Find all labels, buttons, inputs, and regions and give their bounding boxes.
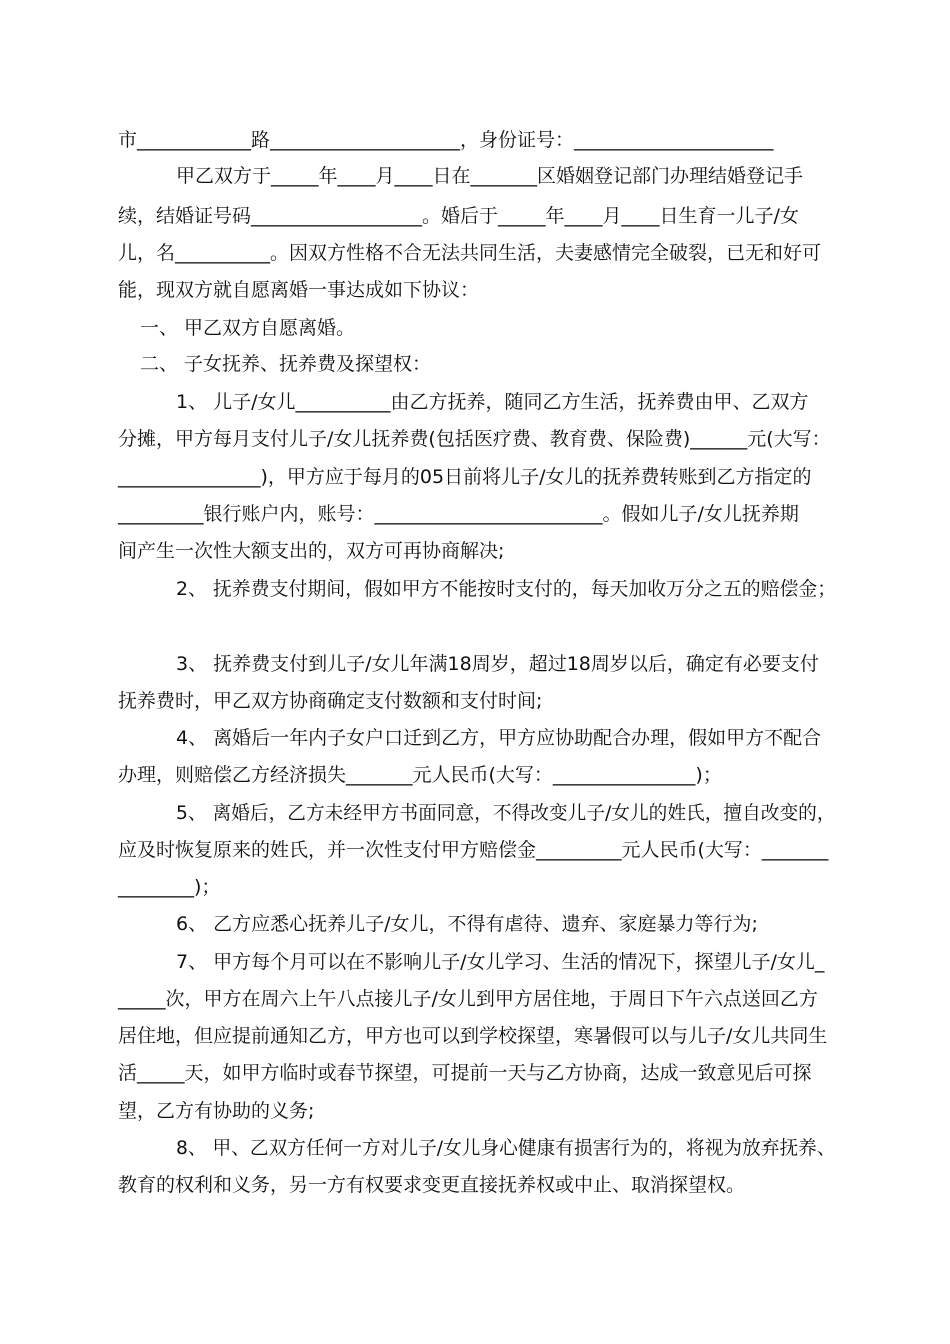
text-line: 望，乙方有协助的义务; — [118, 1100, 315, 1122]
text-line: 1、 儿子/女儿__________由乙方抚养，随同乙方生活，抚养费由甲、乙双方 — [176, 391, 809, 413]
text-line: 二、 子女抚养、抚养费及探望权： — [140, 353, 432, 375]
text-line: 儿，名__________。因双方性格不合无法共同生活，夫妻感情完全破裂，已无和好可 — [118, 242, 822, 264]
text-line: 活_____天，如甲方临时或春节探望，可提前一天与乙方协商，达成一致意见后可探 — [118, 1062, 812, 1084]
text-line: 分摊，甲方每月支付儿子/女儿抚养费(包括医疗费、教育费、保险费)______元(大写： — [118, 428, 831, 450]
text-line: 居住地，但应提前通知乙方，甲方也可以到学校探望，寒暑假可以与儿子/女儿共同生 — [118, 1025, 828, 1047]
text-line: 8、 甲、乙双方任何一方对儿子/女儿身心健康有损害行为的，将视为放弃抚养、 — [176, 1137, 836, 1159]
text-line: 能，现双方就自愿离婚一事达成如下协议： — [118, 279, 480, 301]
text-line: 教育的权利和义务，另一方有权要求变更直接抚养权或中止、取消探望权。 — [118, 1174, 746, 1196]
text-line: 一、 甲乙双方自愿离婚。 — [140, 317, 356, 339]
text-line: ________)； — [118, 876, 221, 898]
text-line: 抚养费时，甲乙双方协商确定支付数额和支付时间; — [118, 690, 543, 712]
text-line: _____次，甲方在周六上午八点接儿子/女儿到甲方居住地，于周日下午六点送回乙方 — [118, 988, 818, 1010]
text-line: _______________)，甲方应于每月的05日前将儿子/女儿的抚养费转账到乙方指定的 — [118, 466, 812, 488]
text-line: 市____________路____________________，身份证号：_____________________ — [118, 129, 774, 151]
text-line: 5、 离婚后，乙方未经甲方书面同意，不得改变儿子/女儿的姓氏，擅自改变的， — [176, 802, 836, 824]
text-line: 间产生一次性大额支出的，双方可再协商解决; — [118, 540, 505, 562]
text-line: 办理，则赔偿乙方经济损失_______元人民币(大写：_______________)； — [118, 764, 722, 786]
text-line: 6、 乙方应悉心抚养儿子/女儿，不得有虐待、遗弃、家庭暴力等行为; — [176, 913, 758, 935]
text-line: 2、 抚养费支付期间，假如甲方不能按时支付的，每天加收万分之五的赔偿金； — [176, 578, 837, 600]
text-line: 应及时恢复原来的姓氏，并一次性支付甲方赔偿金_________元人民币(大写：_______ — [118, 839, 829, 861]
text-line: _________银行账户内，账号：________________________。假如儿子/女儿抚养期 — [118, 503, 799, 525]
text-line: 甲乙双方于_____年____月____日在_______区婚姻登记部门办理结婚登记手 — [176, 165, 804, 187]
text-line: 7、 甲方每个月可以在不影响儿子/女儿学习、生活的情况下，探望儿子/女儿_ — [176, 951, 825, 973]
text-line: 续，结婚证号码__________________。婚后于_____年____月____日生育一儿子/女 — [118, 205, 799, 227]
text-line: 4、 离婚后一年内子女户口迁到乙方，甲方应协助配合办理，假如甲方不配合 — [176, 727, 822, 749]
text-line: 3、 抚养费支付到儿子/女儿年满18周岁，超过18周岁以后，确定有必要支付 — [176, 653, 819, 675]
